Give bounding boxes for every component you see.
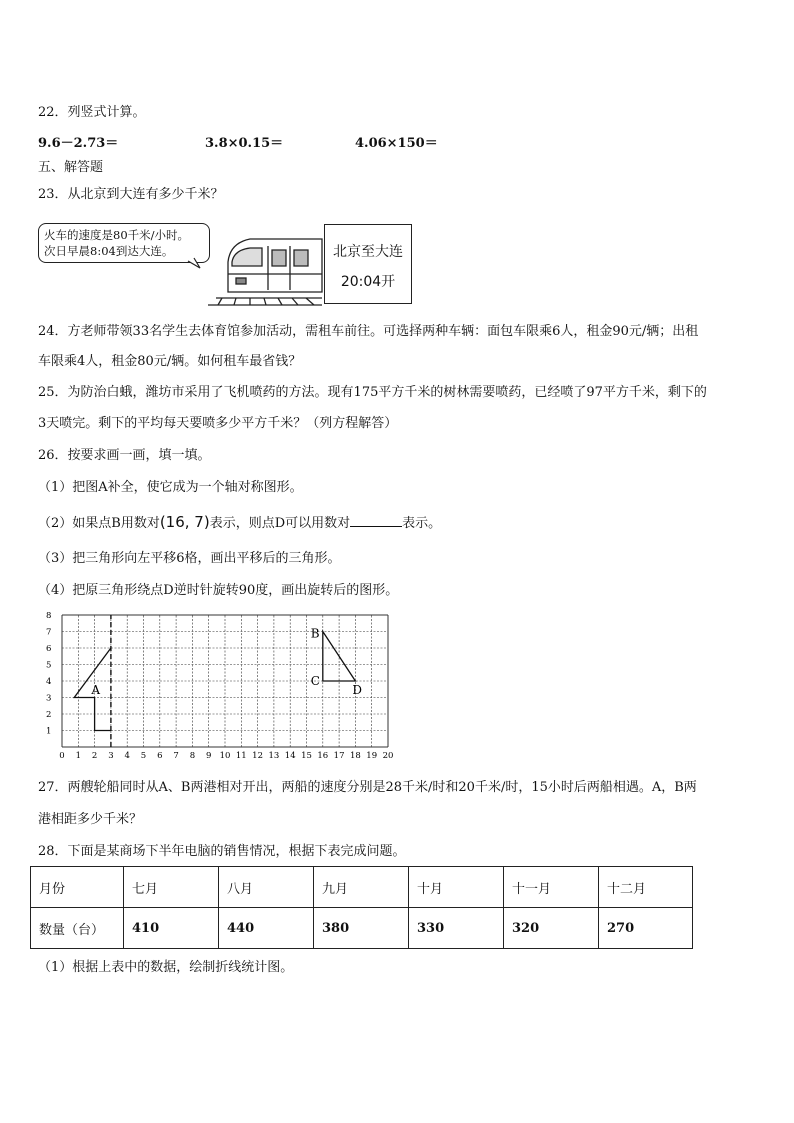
sign-departure-time: 20:04开 [340,274,396,290]
q23-title: 23．从北京到大连有多少千米？ [38,187,224,202]
table-cell: 270 [599,908,693,949]
table-cell: 410 [124,908,219,949]
label-a: A [91,683,101,698]
x-tick-label: 17 [333,751,345,761]
x-tick-label: 3 [108,751,114,761]
table-cell: 八月 [219,867,314,908]
table-cell: 380 [314,908,409,949]
x-tick-label: 12 [252,751,264,761]
q27-line-1: 27．两艘轮船同时从A、B两港相对开出，两船的速度分别是28千米/时和20千米/时，15小时后两船相遇。A，B两 [38,780,697,795]
section-heading-answer: 五、解答题 [38,160,104,175]
q24-line-1: 24．方老师带领33名学生去体育馆参加活动，需租车前往。可选择两种车辆：面包车限乘6人，租金90元/辆；出租 [38,324,699,339]
coordinate-pair: (16, 7) [159,513,210,531]
x-tick-label: 2 [91,751,98,761]
table-cell: 320 [504,908,599,949]
q26-item-2-suffix: 表示。 [402,516,442,531]
bubble-line-1: 火车的速度是80千米/小时。 [44,228,190,242]
x-tick-label: 19 [366,751,378,761]
table-cell: 440 [219,908,314,949]
x-tick-label: 13 [268,751,280,761]
q25-line-1: 25．为防治白蛾，潍坊市采用了飞机喷药的方法。现有175平方千米的树林需要喷药，已经喷了97平方千米，剩下的 [38,385,707,400]
bubble-line-2: 次日早晨8:04到达大连。 [44,244,174,258]
table-cell: 十月 [409,867,504,908]
q22-problem-3: 4.06×150＝ [355,136,438,151]
table-cell: 十二月 [599,867,693,908]
x-tick-label: 8 [189,751,196,761]
q28-title: 28．下面是某商场下半年电脑的销售情况，根据下表完成问题。 [38,844,406,859]
y-tick-label: 6 [46,644,52,654]
x-tick-label: 7 [173,751,179,761]
q22-problem-1: 9.6－2.73＝ [38,136,119,151]
x-tick-label: 6 [157,751,163,761]
x-tick-label: 1 [75,751,82,761]
table-cell: 330 [409,908,504,949]
x-tick-label: 16 [317,751,329,761]
triangle-bcd [323,632,356,682]
y-tick-label: 5 [46,660,52,671]
y-tick-label: 4 [46,677,52,687]
q28-item-1: （1）根据上表中的数据，绘制折线统计图。 [38,960,294,975]
x-tick-label: 18 [349,751,361,761]
x-tick-label: 4 [124,751,130,761]
y-tick-label: 1 [46,726,52,737]
q22-problem-2: 3.8×0.15＝ [205,136,284,151]
y-tick-label: 7 [46,627,52,638]
q26-item-4: （4）把原三角形绕点D逆时针旋转90度，画出旋转后的图形。 [38,583,399,598]
q26-item-2-prefix: （2）如果点B用数对 [38,516,160,531]
sales-table [30,866,693,949]
q22-title: 22．列竖式计算。 [38,105,146,120]
label-b: B [310,626,320,641]
table-cell: 数量（台） [31,908,124,949]
x-tick-label: 15 [301,751,312,761]
x-tick-label: 9 [205,751,212,761]
label-d: D [352,683,363,697]
y-tick-label: 3 [46,693,52,704]
q24-line-2: 车限乘4人，租金80元/辆。如何租车最省钱？ [38,354,302,369]
q25-line-2: 3天喷完。剩下的平均每天要喷多少平方千米？（列方程解答） [38,416,398,431]
q26-title: 26．按要求画一画，填一填。 [38,448,211,463]
grid-point-labels [90,627,362,698]
table-cell: 十一月 [504,867,599,908]
x-tick-label: 14 [284,751,296,761]
x-tick-label: 0 [59,751,65,761]
x-tick-label: 11 [235,751,247,761]
label-c: C [310,674,320,688]
table-data-row [31,908,693,949]
x-tick-label: 5 [140,751,147,761]
q26-item-3: （3）把三角形向左平移6格，画出平移后的三角形。 [38,551,341,566]
x-tick-label: 20 [382,751,394,761]
table-cell: 九月 [314,867,409,908]
q26-item-1: （1）把图A补全，使它成为一个轴对称图形。 [38,480,303,495]
y-tick-label: 2 [46,710,52,720]
q26-item-2-middle: 表示，则点D可以用数对 [209,516,351,531]
table-cell: 七月 [124,867,219,908]
y-tick-label: 8 [46,611,52,621]
sign-route: 北京至大连 [333,244,403,260]
q27-line-2: 港相距多少千米？ [38,812,143,827]
table-cell: 月份 [31,867,124,908]
table-header-row [31,867,693,908]
x-tick-label: 10 [219,751,231,761]
